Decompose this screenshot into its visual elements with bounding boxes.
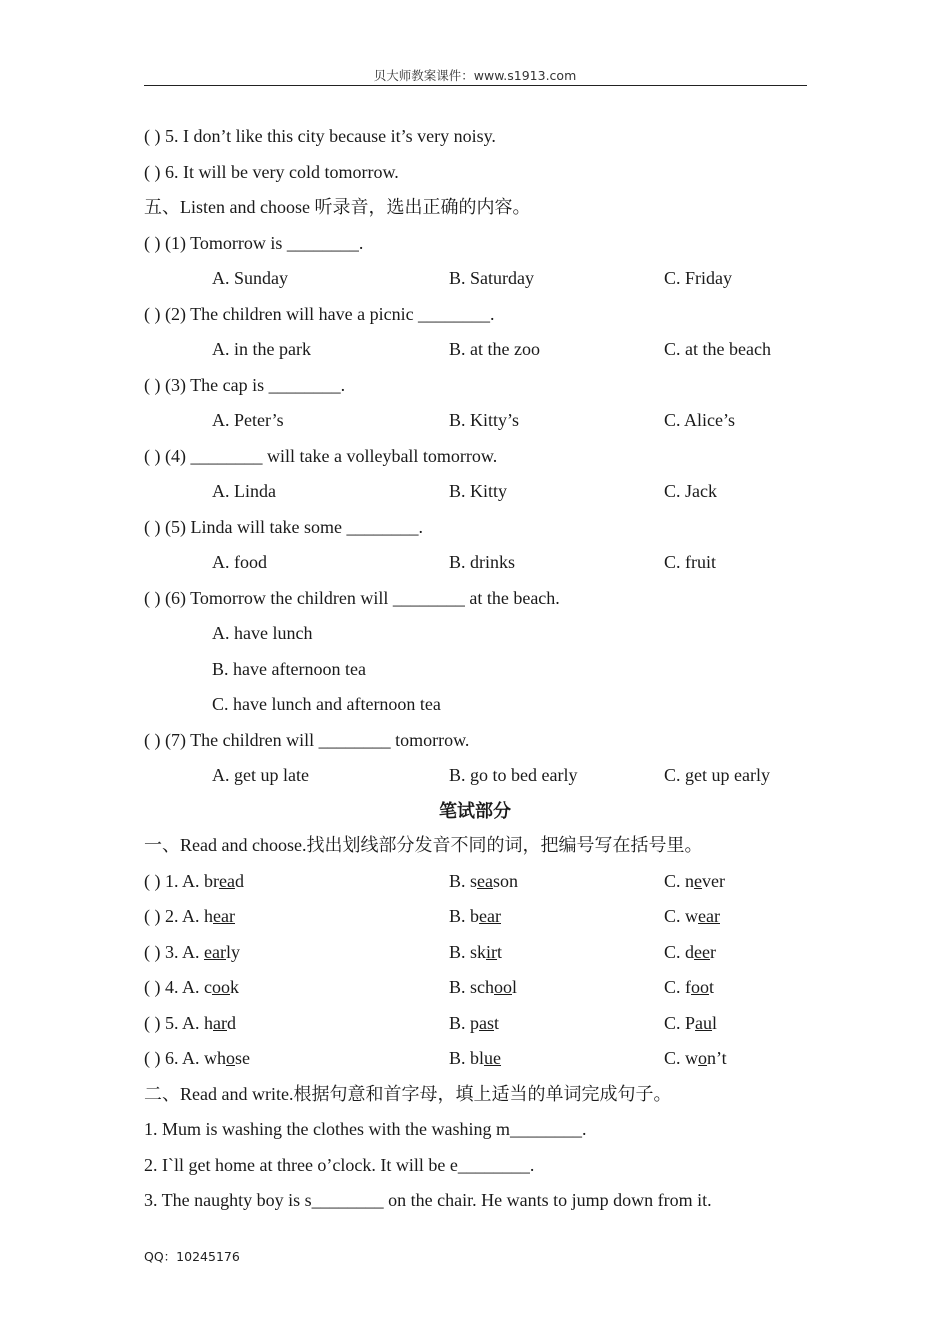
question-6-option-a: A. have lunch <box>212 623 313 643</box>
question-6-option-c: C. have lunch and afternoon tea <box>212 694 441 714</box>
word-part: n’t <box>707 1048 727 1068</box>
question-4-option-c: C. Jack <box>664 481 717 501</box>
listening-item-6: ( ) 6. It will be very cold tomorrow. <box>144 162 399 182</box>
word-part: C. w <box>664 1048 699 1068</box>
phonics-row-4-option-b <box>449 975 517 999</box>
underlined-part: ea <box>219 871 235 891</box>
word-part: t <box>709 977 715 997</box>
fill-item-1: 1. Mum is washing the clothes with the washing m________. <box>144 1119 587 1139</box>
phonics-row-6-option-b <box>449 1046 501 1070</box>
word-part: ly <box>225 942 240 962</box>
question-5-option-c: C. fruit <box>664 552 716 572</box>
underlined-part: ea <box>477 871 493 891</box>
word-part: C. P <box>664 1013 696 1033</box>
word-part: ver <box>702 871 725 891</box>
word-part: c <box>204 977 212 997</box>
word-part: son <box>493 871 519 891</box>
word-part: l <box>512 977 518 997</box>
phonics-row-6-option-c <box>664 1046 727 1070</box>
phonics-row-5-option-c <box>664 1011 717 1035</box>
word-part: k <box>230 977 239 997</box>
page-footer: QQ：10245176 <box>144 1249 240 1264</box>
question-5-stem: ( ) (5) Linda will take some ________. <box>144 517 423 537</box>
question-1-option-c: C. Friday <box>664 268 733 288</box>
question-2-stem: ( ) (2) The children will have a picnic ________. <box>144 304 495 324</box>
phonics-row-2 <box>144 904 235 928</box>
row-number: ( ) 1. A. <box>144 871 204 891</box>
word-part: B. bl <box>449 1048 485 1068</box>
question-6-stem: ( ) (6) Tomorrow the children will ________ at the beach. <box>144 588 560 608</box>
question-2-option-a: A. in the park <box>212 339 311 359</box>
phonics-row-2-option-c <box>664 904 720 928</box>
phonics-row-2-option-b <box>449 904 501 928</box>
word-part: B. s <box>449 871 478 891</box>
question-7-option-c: C. get up early <box>664 765 770 785</box>
underlined-part: au <box>695 1013 713 1033</box>
underlined-part: oo <box>494 977 512 997</box>
fill-item-3: 3. The naughty boy is s________ on the chair. He wants to jump down from it. <box>144 1190 712 1210</box>
phonics-row-3-option-c <box>664 940 716 964</box>
question-2-option-c: C. at the beach <box>664 339 771 359</box>
question-1-option-b: B. Saturday <box>449 268 534 288</box>
question-4-option-b: B. Kitty <box>449 481 508 501</box>
word-part: B. p <box>449 1013 480 1033</box>
phonics-row-5 <box>144 1011 236 1035</box>
fill-item-2: 2. I`ll get home at three o’clock. It will be e________. <box>144 1155 535 1175</box>
row-number: ( ) 3. A. <box>144 942 204 962</box>
underlined-part: ar <box>213 1013 227 1033</box>
question-7-option-a: A. get up late <box>212 765 309 785</box>
underlined-part: oo <box>691 977 709 997</box>
question-4-option-a: A. Linda <box>212 481 276 501</box>
question-7-option-b: B. go to bed early <box>449 765 578 785</box>
underlined-part: ee <box>694 942 710 962</box>
underlined-part: e <box>694 871 703 891</box>
phonics-row-6 <box>144 1046 250 1070</box>
word-part: l <box>712 1013 718 1033</box>
question-3-option-b: B. Kitty’s <box>449 410 520 430</box>
underlined-part: oo <box>212 977 230 997</box>
phonics-row-3-option-b <box>449 940 502 964</box>
question-1-stem: ( ) (1) Tomorrow is ________. <box>144 233 364 253</box>
underlined-part: ir <box>486 942 498 962</box>
word-part: t <box>497 942 503 962</box>
question-3-stem: ( ) (3) The cap is ________. <box>144 375 346 395</box>
word-part: d <box>234 871 244 891</box>
word-part: wh <box>204 1048 226 1068</box>
question-2-option-b: B. at the zoo <box>449 339 540 359</box>
written-section-title: 笔试部分 <box>439 801 511 821</box>
row-number: ( ) 6. A. <box>144 1048 204 1068</box>
header-divider <box>144 85 807 86</box>
word-part: br <box>204 871 219 891</box>
word-part: h <box>204 906 213 926</box>
row-number: ( ) 2. A. <box>144 906 204 926</box>
phonics-row-1-option-c <box>664 869 725 893</box>
question-5-option-a: A. food <box>212 552 267 572</box>
word-part: C. f <box>664 977 691 997</box>
row-number: ( ) 5. A. <box>144 1013 204 1033</box>
word-part: t <box>494 1013 500 1033</box>
underlined-part: ue <box>484 1048 502 1068</box>
part-2-title: 二、Read and write.根据句意和首字母，填上适当的单词完成句子。 <box>144 1084 672 1104</box>
question-6-option-b: B. have afternoon tea <box>212 659 366 679</box>
page-header: 贝大师教案课件：www.s1913.com <box>373 68 577 83</box>
question-3-option-c: C. Alice’s <box>664 410 735 430</box>
listening-item-5: ( ) 5. I don’t like this city because it’s very noisy. <box>144 126 496 146</box>
underlined-part: ear <box>479 906 501 926</box>
word-part: B. sk <box>449 942 487 962</box>
question-1-option-a: A. Sunday <box>212 268 288 288</box>
phonics-row-4-option-c <box>664 975 714 999</box>
word-part: se <box>235 1048 250 1068</box>
phonics-row-1 <box>144 869 244 893</box>
question-5-option-b: B. drinks <box>449 552 516 572</box>
underlined-part: o <box>226 1048 235 1068</box>
underlined-part: ear <box>698 906 720 926</box>
underlined-part: as <box>479 1013 495 1033</box>
word-part: C. w <box>664 906 699 926</box>
phonics-row-3 <box>144 940 240 964</box>
word-part: r <box>710 942 716 962</box>
word-part: B. b <box>449 906 480 926</box>
underlined-part: ear <box>213 906 235 926</box>
underlined-part: o <box>698 1048 708 1068</box>
part-1-title: 一、Read and choose.找出划线部分发音不同的词，把编号写在括号里。 <box>144 835 703 855</box>
question-3-option-a: A. Peter’s <box>212 410 284 430</box>
underlined-part: ear <box>204 942 226 962</box>
word-part: C. d <box>664 942 695 962</box>
section-5-title: 五、Listen and choose 听录音，选出正确的内容。 <box>144 197 531 217</box>
word-part: B. sch <box>449 977 494 997</box>
phonics-row-5-option-b <box>449 1011 499 1035</box>
phonics-row-4 <box>144 975 239 999</box>
word-part: h <box>204 1013 213 1033</box>
row-number: ( ) 4. A. <box>144 977 204 997</box>
phonics-row-1-option-b <box>449 869 518 893</box>
word-part: C. n <box>664 871 695 891</box>
question-7-stem: ( ) (7) The children will ________ tomorrow. <box>144 730 470 750</box>
word-part: d <box>226 1013 236 1033</box>
question-4-stem: ( ) (4) ________ will take a volleyball tomorrow. <box>144 446 498 466</box>
